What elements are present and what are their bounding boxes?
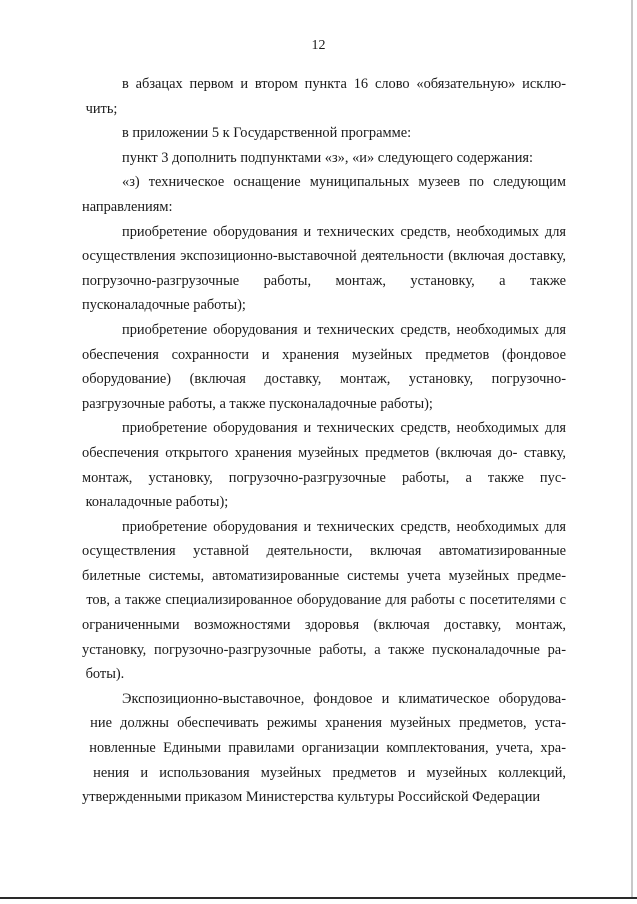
page-edge-bottom: [0, 897, 637, 899]
paragraph-6: приобретение оборудования и технических средств, необходимых для обеспечения сохранности и хранения музейных предметов (фондовое оборудование) (включая доставку, монтаж, установку, погрузочно-разгрузочные работы, а также пусконаладочные работы);: [82, 321, 566, 412]
paragraph-8: приобретение оборудования и технических средств, необходимых для осуществления уставной деятельности, включая автоматизированные билетные системы, автоматизированные системы учета музейных предме- тов, а также специализированное оборудование для работы с посетителями с ограниченными возможностями здоровья (включая доставку, монтаж, установку, погрузочно-разгрузочные работы, а также пусконаладочные ра- боты).: [82, 518, 566, 683]
paragraph-5: приобретение оборудования и технических средств, необходимых для осуществления экспозиционно-выставочной деятельности (включая доставку, погрузочно-разгрузочные работы, монтаж, установку, а также пусконаладочные работы);: [82, 223, 566, 314]
page-edge-right: [631, 0, 633, 899]
paragraph-2: в приложении 5 к Государственной программе:: [122, 125, 412, 142]
paragraph-4: «з) техническое оснащение муниципальных музеев по следующим направлениям:: [82, 174, 566, 215]
paragraph-3: пункт 3 дополнить подпунктами «з», «и» следующего содержания:: [122, 149, 534, 166]
paragraph-9: Экспозиционно-выставочное, фондовое и климатическое оборудова- ние должны обеспечивать режимы хранения музейных предметов, уста- новленные Едиными правилами организации комплектования, учета, хра- нения и использования музейных предметов и музейных коллекций, утвержденными приказом Министерства культуры Российской Федерации: [82, 690, 566, 806]
paragraph-7: приобретение оборудования и технических средств, необходимых для обеспечения открытого хранения музейных предметов (включая до- ставку, монтаж, установку, погрузочно-разгрузочные работы, а также пус- коналадочные работы);: [82, 420, 566, 511]
document-body: [82, 72, 566, 810]
page-number: 12: [311, 38, 326, 53]
paragraph-1: в абзацах первом и втором пункта 16 слово «обязательную» исклю- чить;: [82, 76, 566, 117]
